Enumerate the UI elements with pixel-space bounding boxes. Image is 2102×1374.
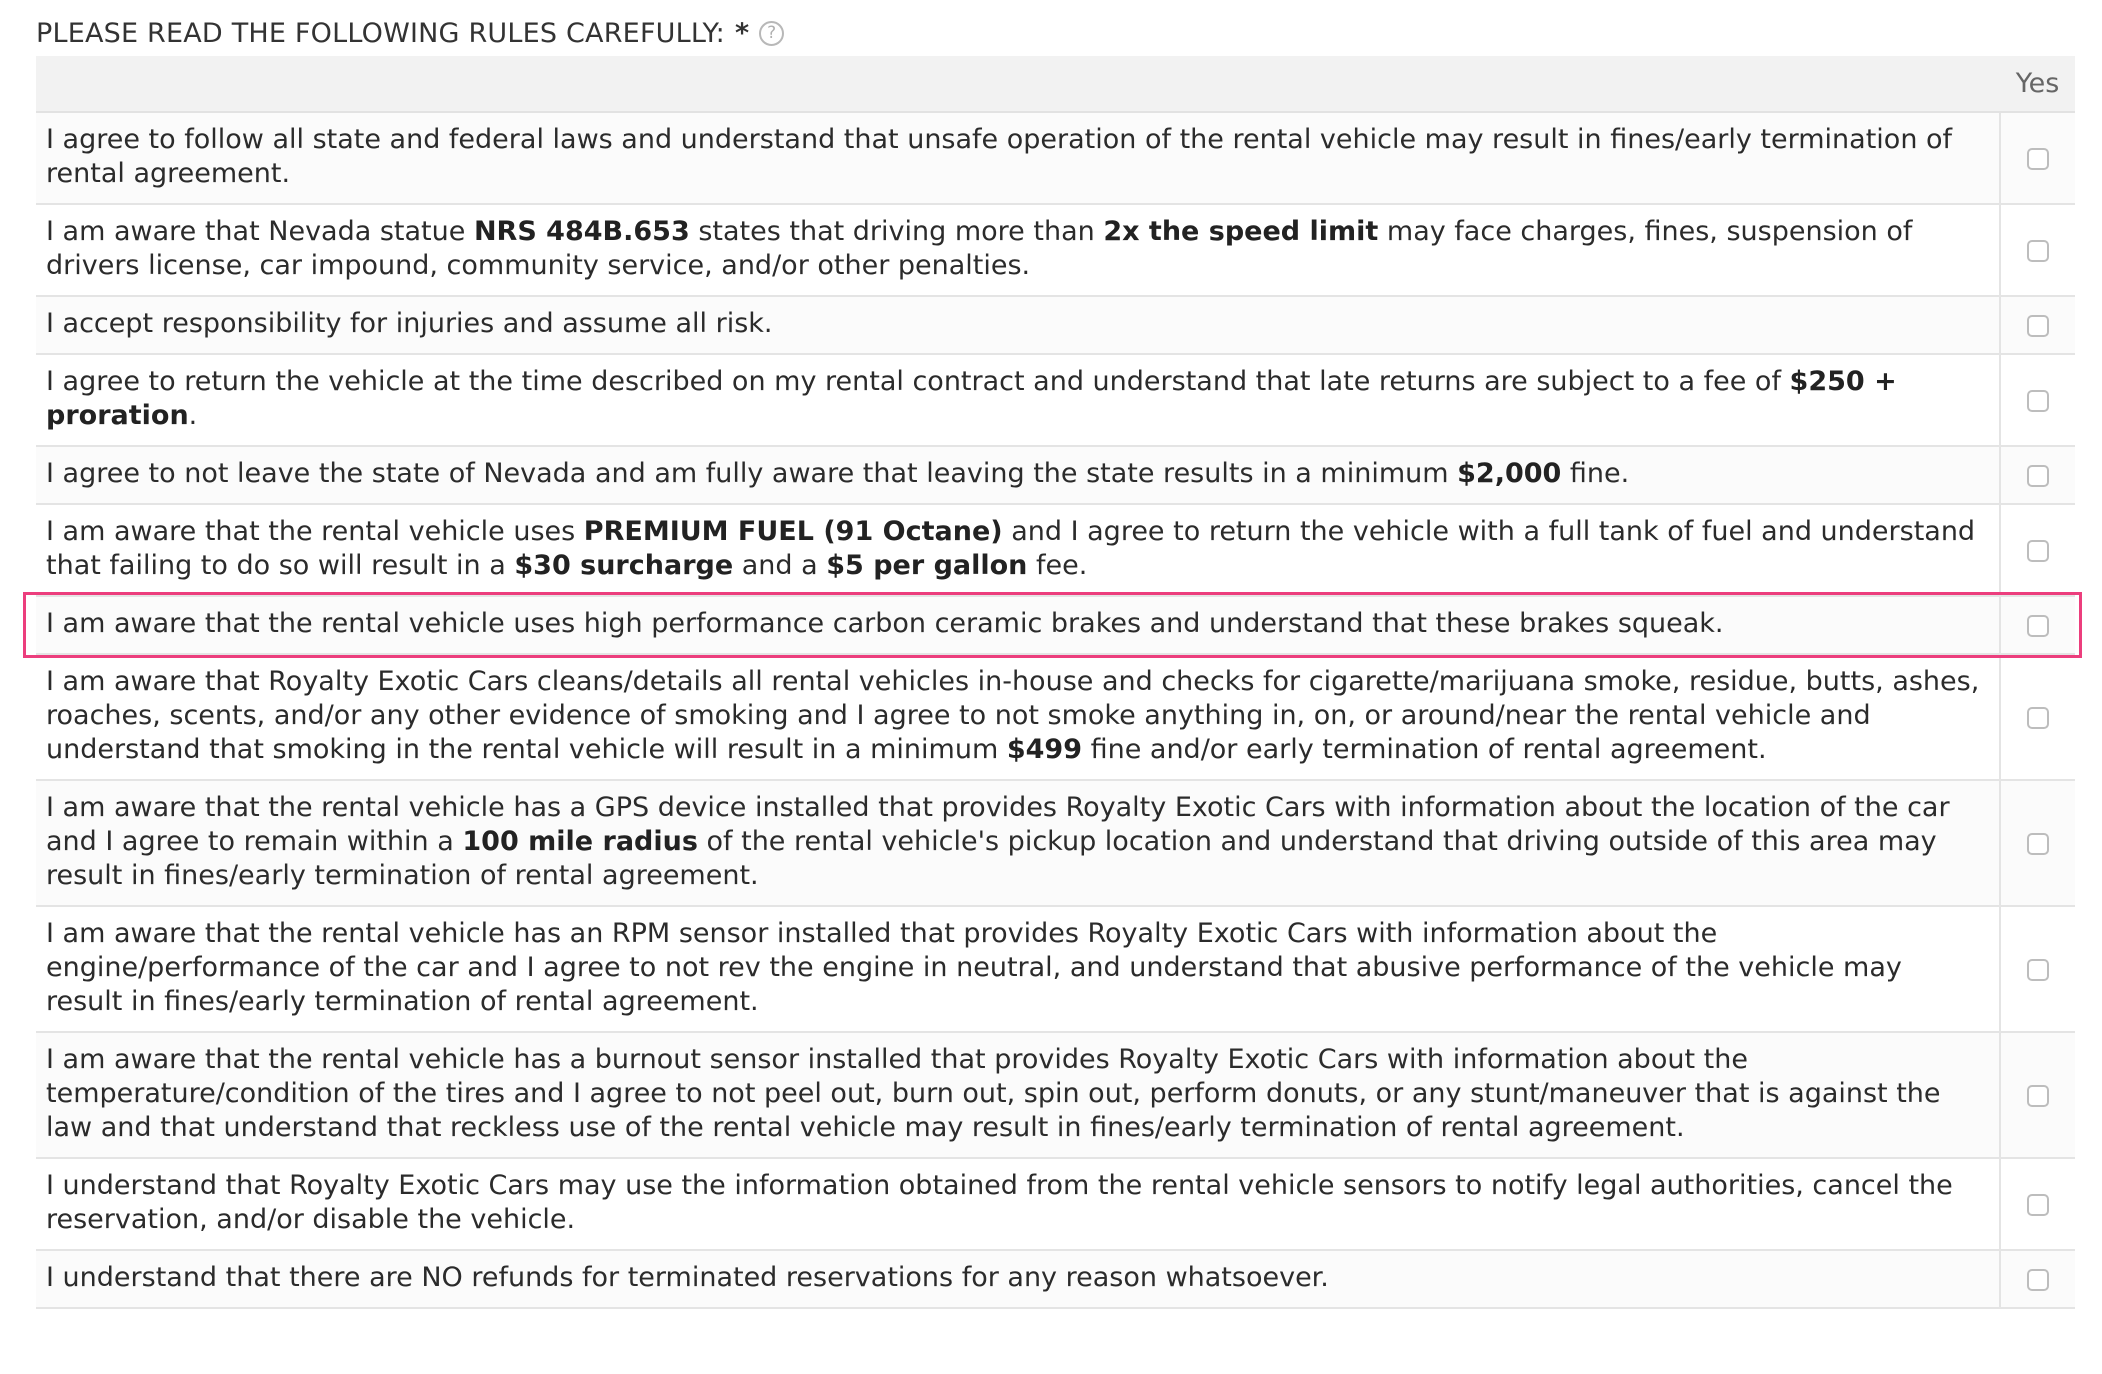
rules-agreement-field: [36, 10, 2075, 1309]
rule-yes-checkbox[interactable]: [2027, 1194, 2049, 1216]
help-icon[interactable]: ?: [759, 21, 784, 46]
rule-text-segment: I understand that Royalty Exotic Cars may use the information obtained from the rental vehicle sensors to notify legal authorities, cancel the reservation, and/or disable the vehicle.: [46, 1170, 1953, 1235]
rule-yes-cell[interactable]: [2000, 354, 2075, 446]
rule-text: [36, 354, 2000, 446]
rule-yes-cell[interactable]: [2000, 654, 2075, 780]
rule-row: [36, 596, 2075, 654]
rule-text: [36, 112, 2000, 204]
rule-text: [36, 446, 2000, 504]
rule-text-segment: fine and/or early termination of rental agreement.: [1082, 734, 1767, 765]
rule-text-bold: $2,000: [1457, 458, 1562, 489]
rule-row: [36, 504, 2075, 596]
rules-table: [36, 56, 2075, 1309]
rule-text: [36, 654, 2000, 780]
rule-text-bold: $30 surcharge: [514, 550, 734, 581]
rule-text-segment: I am aware that Nevada statue: [46, 216, 474, 247]
rule-yes-cell[interactable]: [2000, 596, 2075, 654]
rule-text-segment: I agree to not leave the state of Nevada and am fully aware that leaving the state results in a minimum: [46, 458, 1458, 489]
rule-yes-cell[interactable]: [2000, 504, 2075, 596]
rule-text-segment: I am aware that the rental vehicle has a burnout sensor installed that provides Royalty Exotic Cars with information about the temperature/condition of the tires and I agree to not peel out, burn out, spin out, perform donuts, or any stunt/maneuver that is against the law and that understand that reckless use of the rental vehicle may result in fines/early termination of rental agreement.: [46, 1044, 1941, 1143]
rule-yes-checkbox[interactable]: [2027, 1269, 2049, 1291]
rule-yes-checkbox[interactable]: [2027, 540, 2049, 562]
rule-text: [36, 596, 2000, 654]
rule-yes-checkbox[interactable]: [2027, 1085, 2049, 1107]
rule-text-segment: and a: [733, 550, 827, 581]
rule-text-segment: I understand that there are NO refunds for terminated reservations for any reason whatsoever.: [46, 1262, 1329, 1293]
rule-row: [36, 296, 2075, 354]
rule-text-bold: PREMIUM FUEL (91 Octane): [583, 516, 1003, 547]
rule-text-segment: fee.: [1027, 550, 1088, 581]
rule-text-bold: 2x the speed limit: [1103, 216, 1379, 247]
rule-yes-cell[interactable]: [2000, 1158, 2075, 1250]
column-header-yes: Yes: [2000, 56, 2075, 112]
required-marker: *: [734, 17, 750, 49]
rule-text: [36, 780, 2000, 906]
rule-yes-checkbox[interactable]: [2027, 240, 2049, 262]
rule-row: [36, 906, 2075, 1032]
rule-yes-checkbox[interactable]: [2027, 707, 2049, 729]
rules-table-body: [36, 112, 2075, 1308]
rule-text: [36, 296, 2000, 354]
rule-text-bold: 100 mile radius: [462, 826, 698, 857]
rule-yes-checkbox[interactable]: [2027, 615, 2049, 637]
rule-row: [36, 354, 2075, 446]
rule-text-segment: .: [188, 400, 198, 431]
rule-text-segment: I am aware that the rental vehicle has an RPM sensor installed that provides Royalty Exotic Cars with information about the engine/performance of the car and I agree to not rev the engine in neutral, and understand that abusive performance of the vehicle may result in fines/early termination of rental agreement.: [46, 918, 1902, 1017]
rule-text-bold: NRS 484B.653: [473, 216, 690, 247]
rule-text-segment: I am aware that Royalty Exotic Cars cleans/details all rental vehicles in-house and checks for cigarette/marijuana smoke, residue, butts, ashes, roaches, scents, and/or any other evidence of smoking and I agree to not smoke anything in, on, or around/near the rental vehicle and understand that smoking in the rental vehicle will result in a minimum: [46, 666, 1980, 765]
rule-row: [36, 1250, 2075, 1308]
header-blank-cell: [36, 56, 2000, 112]
rule-yes-cell[interactable]: [2000, 204, 2075, 296]
rule-row: [36, 204, 2075, 296]
rule-text-bold: $250 + proration: [46, 366, 1897, 431]
rule-row: [36, 1032, 2075, 1158]
rule-yes-cell[interactable]: [2000, 1250, 2075, 1308]
rule-yes-checkbox[interactable]: [2027, 390, 2049, 412]
rule-text: [36, 906, 2000, 1032]
rule-row: [36, 654, 2075, 780]
rule-text-segment: I accept responsibility for injuries and assume all risk.: [46, 308, 773, 339]
rule-yes-cell[interactable]: [2000, 296, 2075, 354]
field-label: [36, 10, 2075, 56]
rule-yes-checkbox[interactable]: [2027, 833, 2049, 855]
rule-yes-cell[interactable]: [2000, 446, 2075, 504]
rule-yes-checkbox[interactable]: [2027, 959, 2049, 981]
rule-row: [36, 1158, 2075, 1250]
rule-yes-checkbox[interactable]: [2027, 315, 2049, 337]
rule-text-segment: states that driving more than: [689, 216, 1104, 247]
rule-text: [36, 204, 2000, 296]
rule-text-segment: may face charges, fines, suspension of drivers license, car impound, community service, and/or other penalties.: [46, 216, 1913, 281]
rule-text-segment: fine.: [1561, 458, 1630, 489]
rule-text: [36, 1250, 2000, 1308]
rule-text-segment: I agree to return the vehicle at the time described on my rental contract and understand that late returns are subject to a fee of: [46, 366, 1790, 397]
rule-text-segment: I am aware that the rental vehicle uses high performance carbon ceramic brakes and understand that these brakes squeak.: [46, 608, 1724, 639]
rule-text-segment: and I agree to return the vehicle with a full tank of fuel and understand that failing to do so will result in a: [46, 516, 1976, 581]
rule-text-segment: I agree to follow all state and federal laws and understand that unsafe operation of the rental vehicle may result in fines/early termination of rental agreement.: [46, 124, 1953, 189]
rule-text-bold: $5 per gallon: [826, 550, 1028, 581]
rule-text-segment: I am aware that the rental vehicle has a GPS device installed that provides Royalty Exotic Cars with information about the location of the car and I agree to remain within a: [46, 792, 1950, 857]
rule-text-segment: of the rental vehicle's pickup location and understand that driving outside of this area may result in fines/early termination of rental agreement.: [46, 826, 1937, 891]
rule-text-bold: $499: [1006, 734, 1082, 765]
rule-yes-cell[interactable]: [2000, 780, 2075, 906]
rule-yes-checkbox[interactable]: [2027, 465, 2049, 487]
rule-text: [36, 1032, 2000, 1158]
field-label-text: PLEASE READ THE FOLLOWING RULES CAREFULLY:: [36, 17, 725, 49]
rule-yes-cell[interactable]: [2000, 112, 2075, 204]
rule-text-segment: I am aware that the rental vehicle uses: [46, 516, 584, 547]
rule-yes-checkbox[interactable]: [2027, 148, 2049, 170]
rule-text: [36, 1158, 2000, 1250]
rules-table-header: [36, 56, 2075, 112]
rule-row: [36, 112, 2075, 204]
rule-row: [36, 780, 2075, 906]
rule-yes-cell[interactable]: [2000, 906, 2075, 1032]
rule-yes-cell[interactable]: [2000, 1032, 2075, 1158]
rule-text: [36, 504, 2000, 596]
rule-row: [36, 446, 2075, 504]
